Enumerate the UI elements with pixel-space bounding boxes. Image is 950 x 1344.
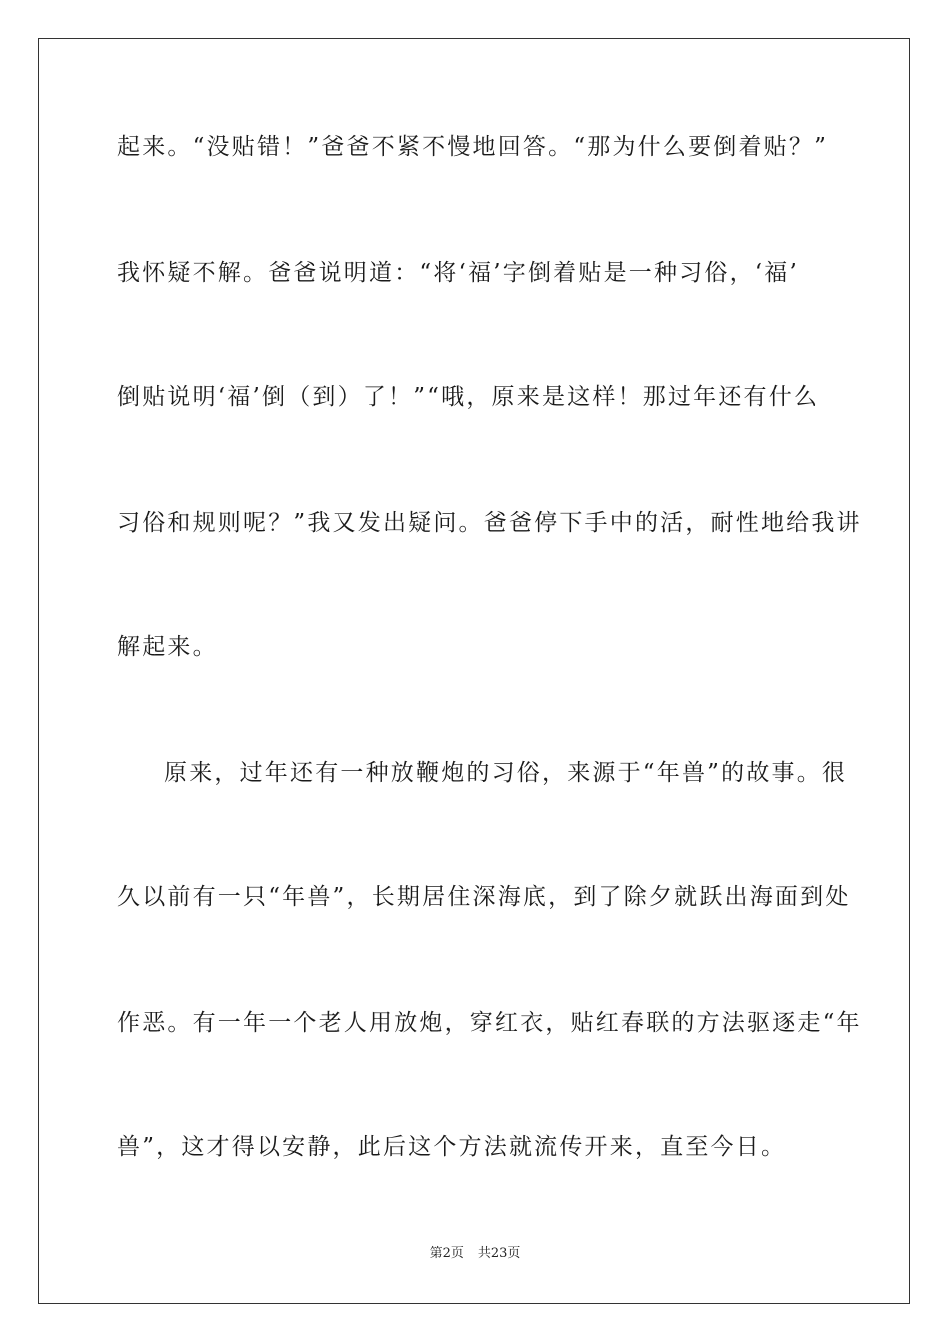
total-pages: 共23页 (477, 1246, 521, 1261)
text-line: 久以前有一只“年兽”，长期居住深海底，到了除夕就跃出海面到处 (117, 884, 851, 910)
text-line: 作恶。有一年一个老人用放炮，穿红衣，贴红春联的方法驱逐走“年 (117, 1010, 862, 1036)
text-line: 倒贴说明‘福’倒（到）了！”“哦，原来是这样！那过年还有什么 (117, 384, 820, 410)
page-footer (0, 1245, 950, 1263)
page-number: 第2页 (429, 1246, 464, 1261)
paragraph-first-line: 原来，过年还有一种放鞭炮的习俗，来源于“年兽”的故事。很 (164, 760, 848, 786)
text-line: 解起来。 (117, 634, 218, 660)
text-line: 我怀疑不解。爸爸说明道：“将‘福’字倒着贴是一种习俗，‘福’ (117, 260, 800, 286)
text-line: 兽”，这才得以安静，此后这个方法就流传开来，直至今日。 (117, 1134, 787, 1160)
text-line: 习俗和规则呢？”我又发出疑问。爸爸停下手中的活，耐性地给我讲 (117, 510, 862, 536)
page-border (38, 38, 910, 1304)
text-line: 起来。“没贴错！”爸爸不紧不慢地回答。“那为什么要倒着贴？” (117, 134, 829, 160)
